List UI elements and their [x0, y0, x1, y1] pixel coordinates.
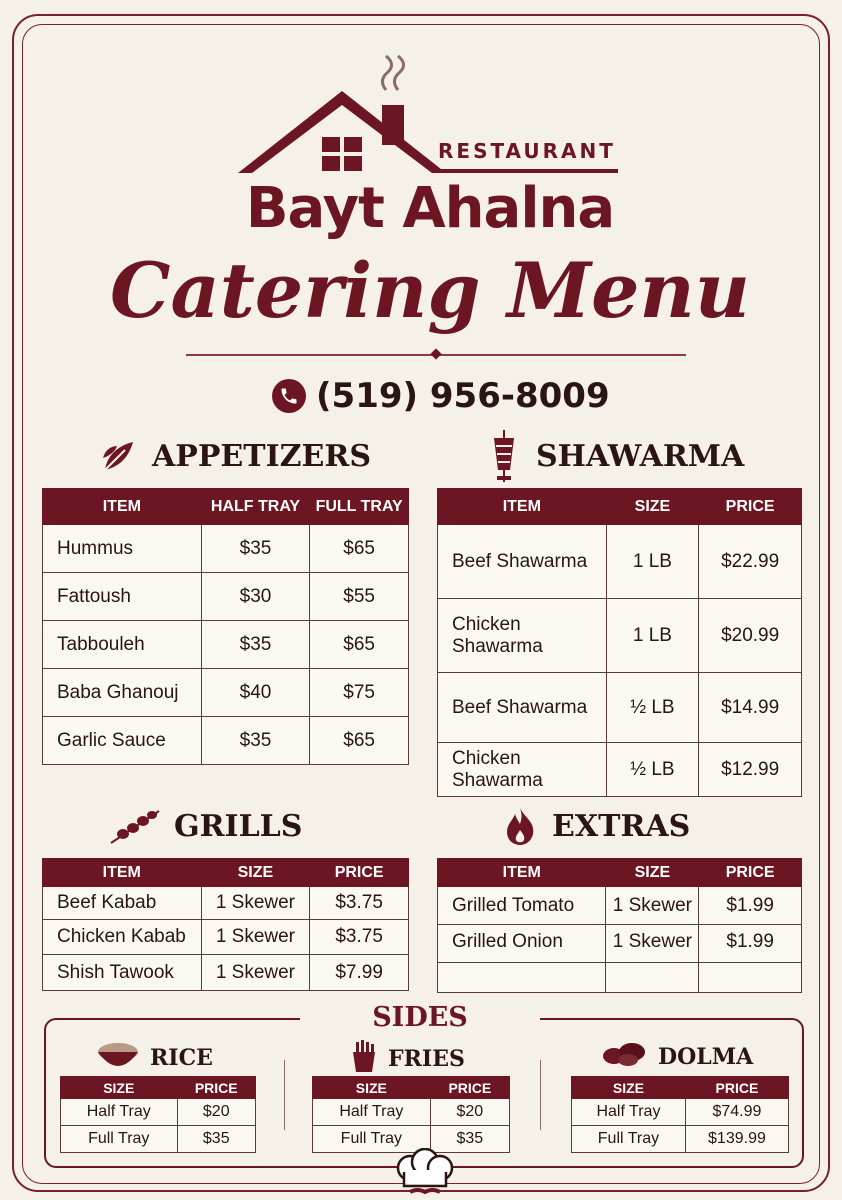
brand-name: Bayt Ahalna: [245, 176, 615, 241]
item-price: $7.99: [310, 955, 409, 991]
table-row: [43, 887, 409, 920]
column-header: SIZE: [61, 1077, 178, 1099]
column-header: ITEM: [43, 859, 202, 887]
kabab-skewer-icon: [108, 806, 162, 846]
tray-price: $35: [177, 1126, 256, 1153]
extras-heading: [500, 806, 690, 846]
title-divider: [186, 354, 686, 356]
table-row: [438, 743, 802, 797]
dolma-table: [571, 1076, 789, 1153]
item-price: $22.99: [699, 525, 802, 599]
column-header: PRICE: [685, 1077, 788, 1099]
column-header: SIZE: [313, 1077, 431, 1099]
page-title: Catering Menu: [110, 246, 750, 335]
shawarma-table: [437, 488, 802, 797]
phone-line[interactable]: [272, 374, 610, 418]
table-row: [438, 673, 802, 743]
grills-table: [42, 858, 409, 991]
shawarma-heading: [484, 430, 744, 482]
phone-number: (519) 956-8009: [316, 376, 610, 416]
table-row: [43, 920, 409, 955]
table-row: [43, 573, 409, 621]
rice-heading: [96, 1040, 213, 1076]
column-header: PRICE: [699, 859, 802, 887]
item-name: Fattoush: [43, 573, 202, 621]
sides-title: SIDES: [300, 1002, 540, 1033]
table-row: [43, 621, 409, 669]
tray-price: $35: [430, 1126, 509, 1153]
half-tray-price: $35: [201, 621, 310, 669]
full-tray-price: $55: [310, 573, 409, 621]
tray-size: Half Tray: [61, 1099, 178, 1126]
tray-size: Full Tray: [572, 1126, 686, 1153]
item-name: Grilled Onion: [438, 925, 606, 963]
item-size: 1 LB: [606, 599, 699, 673]
full-tray-price: $65: [310, 621, 409, 669]
dolma-icon: [602, 1040, 648, 1074]
item-price: $20.99: [699, 599, 802, 673]
item-size: 1 LB: [606, 525, 699, 599]
rice-bowl-icon: [96, 1040, 140, 1076]
item-name: Chicken Shawarma: [438, 599, 607, 673]
table-row: [43, 955, 409, 991]
tray-size: Half Tray: [572, 1099, 686, 1126]
appetizers-heading: [100, 436, 371, 476]
half-tray-price: $35: [201, 525, 310, 573]
column-header: PRICE: [699, 489, 802, 525]
fries-icon: [350, 1040, 378, 1078]
table-row: [61, 1099, 256, 1126]
table-row: [572, 1099, 789, 1126]
table-row: [438, 525, 802, 599]
tray-size: Full Tray: [61, 1126, 178, 1153]
item-price: $14.99: [699, 673, 802, 743]
column-header: SIZE: [606, 859, 699, 887]
item-size: ½ LB: [606, 743, 699, 797]
appetizers-table: [42, 488, 409, 765]
fries-table: [312, 1076, 510, 1153]
fries-title: FRIES: [388, 1046, 465, 1072]
item-name: Beef Kabab: [43, 887, 202, 920]
item-price: $1.99: [699, 887, 802, 925]
tray-price: $20: [177, 1099, 256, 1126]
leaf-icon: [100, 436, 140, 476]
extras-title: EXTRAS: [552, 808, 691, 844]
extras-table: [437, 858, 802, 993]
item-name: Baba Ghanouj: [43, 669, 202, 717]
appetizers-title: APPETIZERS: [152, 438, 371, 474]
grills-heading: [108, 806, 302, 846]
item-name: Beef Shawarma: [438, 525, 607, 599]
restaurant-label: RESTAURANT: [438, 139, 616, 163]
item-price: $3.75: [310, 887, 409, 920]
item-name: Beef Shawarma: [438, 673, 607, 743]
column-header: PRICE: [310, 859, 409, 887]
item-size: 1 Skewer: [606, 925, 699, 963]
sides-divider: [284, 1060, 285, 1130]
phone-icon: [272, 379, 306, 413]
grills-title: GRILLS: [174, 808, 303, 844]
tray-price: $20: [430, 1099, 509, 1126]
rice-table: [60, 1076, 256, 1153]
tray-price: $139.99: [685, 1126, 788, 1153]
item-name: Hummus: [43, 525, 202, 573]
tray-size: Half Tray: [313, 1099, 431, 1126]
column-header: SIZE: [572, 1077, 686, 1099]
table-row: [43, 669, 409, 717]
item-name: Garlic Sauce: [43, 717, 202, 765]
table-row: [43, 717, 409, 765]
item-name: Chicken Shawarma: [438, 743, 607, 797]
item-name: Tabbouleh: [43, 621, 202, 669]
dolma-heading: [602, 1040, 753, 1074]
item-size: 1 Skewer: [606, 887, 699, 925]
column-header: ITEM: [43, 489, 202, 525]
tray-price: $74.99: [685, 1099, 788, 1126]
item-size: 1 Skewer: [201, 955, 310, 991]
table-row: [313, 1099, 510, 1126]
full-tray-price: $65: [310, 717, 409, 765]
item-price: $1.99: [699, 925, 802, 963]
table-row: [438, 599, 802, 673]
item-size: 1 Skewer: [201, 920, 310, 955]
half-tray-price: $35: [201, 717, 310, 765]
item-price: $3.75: [310, 920, 409, 955]
column-header: ITEM: [438, 489, 607, 525]
column-header: HALF TRAY: [201, 489, 310, 525]
table-row: [438, 887, 802, 925]
full-tray-price: $65: [310, 525, 409, 573]
table-row-empty: [438, 963, 802, 993]
column-header: SIZE: [201, 859, 310, 887]
fries-heading: [350, 1040, 465, 1078]
column-header: ITEM: [438, 859, 606, 887]
table-row: [61, 1126, 256, 1153]
item-price: $12.99: [699, 743, 802, 797]
column-header: SIZE: [606, 489, 699, 525]
chef-hat-icon: [392, 1148, 458, 1198]
shawarma-spit-icon: [484, 430, 524, 482]
shawarma-title: SHAWARMA: [536, 438, 745, 474]
item-size: ½ LB: [606, 673, 699, 743]
half-tray-price: $30: [201, 573, 310, 621]
table-row: [438, 925, 802, 963]
tray-size: Full Tray: [313, 1126, 431, 1153]
item-name: Chicken Kabab: [43, 920, 202, 955]
table-row: [572, 1126, 789, 1153]
item-name: Grilled Tomato: [438, 887, 606, 925]
item-size: 1 Skewer: [201, 887, 310, 920]
table-row: [43, 525, 409, 573]
item-name: Shish Tawook: [43, 955, 202, 991]
column-header: PRICE: [177, 1077, 256, 1099]
full-tray-price: $75: [310, 669, 409, 717]
flame-icon: [500, 806, 540, 846]
column-header: PRICE: [430, 1077, 509, 1099]
half-tray-price: $40: [201, 669, 310, 717]
dolma-title: DOLMA: [658, 1044, 754, 1070]
rice-title: RICE: [150, 1045, 213, 1071]
column-header: FULL TRAY: [310, 489, 409, 525]
sides-divider: [540, 1060, 541, 1130]
